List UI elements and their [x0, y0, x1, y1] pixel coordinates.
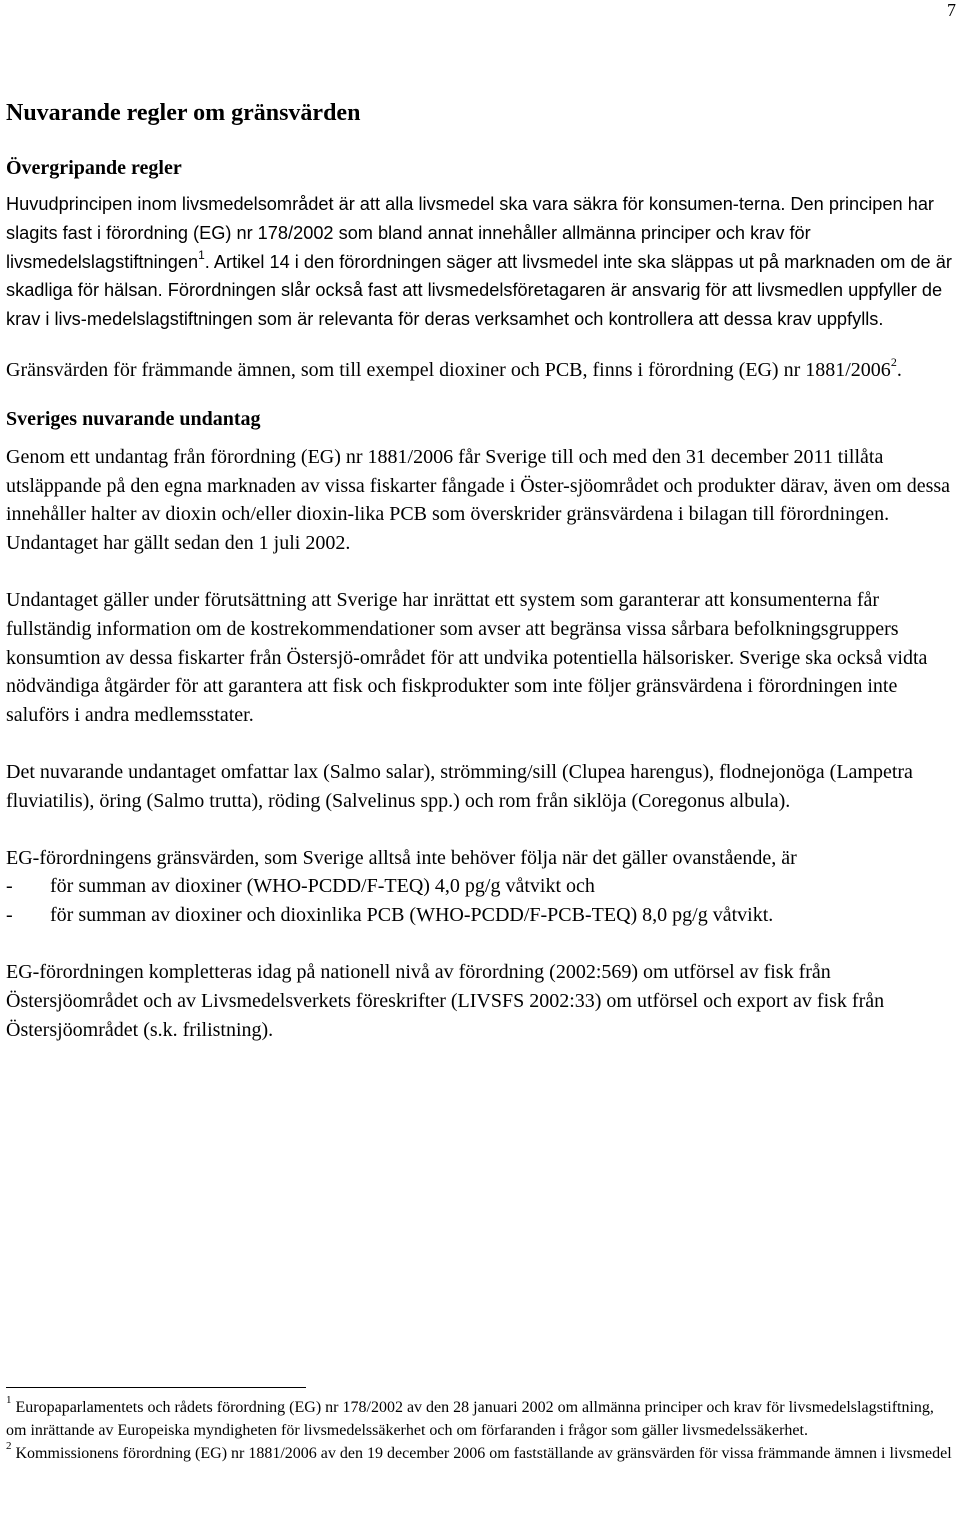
main-content — [6, 96, 958, 1044]
footnote-2 — [6, 1439, 958, 1465]
footnote-1 — [6, 1393, 958, 1442]
list-item-text: för summan av dioxiner (WHO-PCDD/F-TEQ) 4,0 pg/g våtvikt och — [50, 875, 595, 898]
footnote-ref-1[interactable]: 1 — [198, 247, 205, 262]
footnote-text: Europaparlamentets och rådets förordning (EG) nr 178/2002 av den 28 januari 2002 om allmänna principer och krav för livsmedelslagstiftning, om inrättande av Europeiska myndigheten för livsmedelssäkerhet och om förfaranden i frågor som gäller livsmedelssäkerhet. — [6, 1399, 934, 1439]
exception-paragraph-2: Undantaget gäller under förutsättning att Sverige har inrättat ett system som garanterar att konsumenterna får fullständig information om de kostrekommendationer som avser att begränsa vissa sårbara befolkningsgruppers konsumtion av dessa fiskarter från Östersjö-området för att undvika potentiella hälsorisker. Sverige ska också vidta nödvändiga åtgärder för att garantera att fisk och fiskprodukter som inte följer gränsvärdena i förordningen inte saluförs i andra medlemsstater. — [6, 588, 928, 727]
section-heading-exception: Sveriges nuvarande undantag — [6, 407, 261, 430]
list-item-text: för summan av dioxiner och dioxinlika PCB (WHO-PCDD/F-PCB-TEQ) 8,0 pg/g våtvikt. — [50, 904, 774, 927]
exception-paragraph-1: Genom ett undantag från förordning (EG) nr 1881/2006 får Sverige till och med den 31 december 2011 tillåta utsläppande på den egna marknaden av vissa fiskarter fångade i Öster-sjöområdet och produkter därav, även om dessa innehåller halter av dioxin och/eller dioxin-lika PCB som överskrider gränsvärdena i bilagan till förordningen. Undantaget har gällt sedan den 1 juli 2002. — [6, 445, 951, 555]
footnote-text: Kommissionens förordning (EG) nr 1881/2006 av den 19 december 2006 om fastställande av gränsvärden för vissa främmande ämnen i livsmedel — [11, 1445, 952, 1462]
section-heading-overview: Övergripande regler — [6, 157, 182, 179]
footnote-ref-2[interactable]: 2 — [890, 355, 897, 370]
overview-paragraph-1 — [6, 190, 958, 334]
page-title: Nuvarande regler om gränsvärden — [6, 100, 361, 126]
overview-paragraph-2 — [6, 356, 958, 385]
list-dash: - — [6, 904, 13, 927]
exception-paragraph-4: EG-förordningens gränsvärden, som Sverige alltså inte behöver följa när det gäller ovanstående, är — [6, 846, 797, 869]
list-dash: - — [6, 875, 13, 898]
page-number: 7 — [947, 0, 956, 20]
list-item — [6, 901, 958, 930]
exception-paragraph-5: EG-förordningen kompletteras idag på nationell nivå av förordning (2002:569) om utförsel av fisk från Östersjöområdet och av Livsmedelsverkets föreskrifter (LIVSFS 2002:33) om utförsel och export av fisk från Östersjöområdet (s.k. frilistning). — [6, 960, 885, 1041]
footnote-mark: 1 — [6, 1393, 12, 1406]
limit-values-list — [6, 872, 958, 930]
overview-p2-text-b: . — [896, 358, 902, 381]
overview-p2-text-a: Gränsvärden för främmande ämnen, som till exempel dioxiner och PCB, finns i förordning (EG) nr 1881/2006 — [6, 358, 891, 381]
footnote-separator — [6, 1387, 306, 1388]
footnote-mark: 2 — [6, 1439, 12, 1452]
exception-paragraph-3: Det nuvarande undantaget omfattar lax (Salmo salar), strömming/sill (Clupea harengus), flodnejonöga (Lampetra fluviatilis), öring (Salmo trutta), röding (Salvelinus spp.) och rom från siklöja (Coregonus albula). — [6, 760, 913, 812]
list-item — [6, 872, 958, 901]
footnotes — [6, 1393, 958, 1465]
overview-p1-text-a: Huvudprincipen inom livsmedelsområdet är att alla livsmedel ska vara säkra för konsumen-terna. Den principen har slagits fast i förordning (EG) nr 178/2002 som bland annat innehåller allmänna principer och krav för livsmedelslagstiftningen — [6, 194, 934, 272]
overview-p1-text-b: . Artikel 14 i den förordningen säger att livsmedel inte ska släppas ut på marknaden om de är skadliga för hälsan. Förordningen slår också fast att livsmedelsföretagaren är ansvarig för att livsmedlen uppfyller de krav i livs-medelslagstiftningen som är relevanta för deras verksamhet och kontrollera att dessa krav uppfylls. — [6, 251, 952, 330]
